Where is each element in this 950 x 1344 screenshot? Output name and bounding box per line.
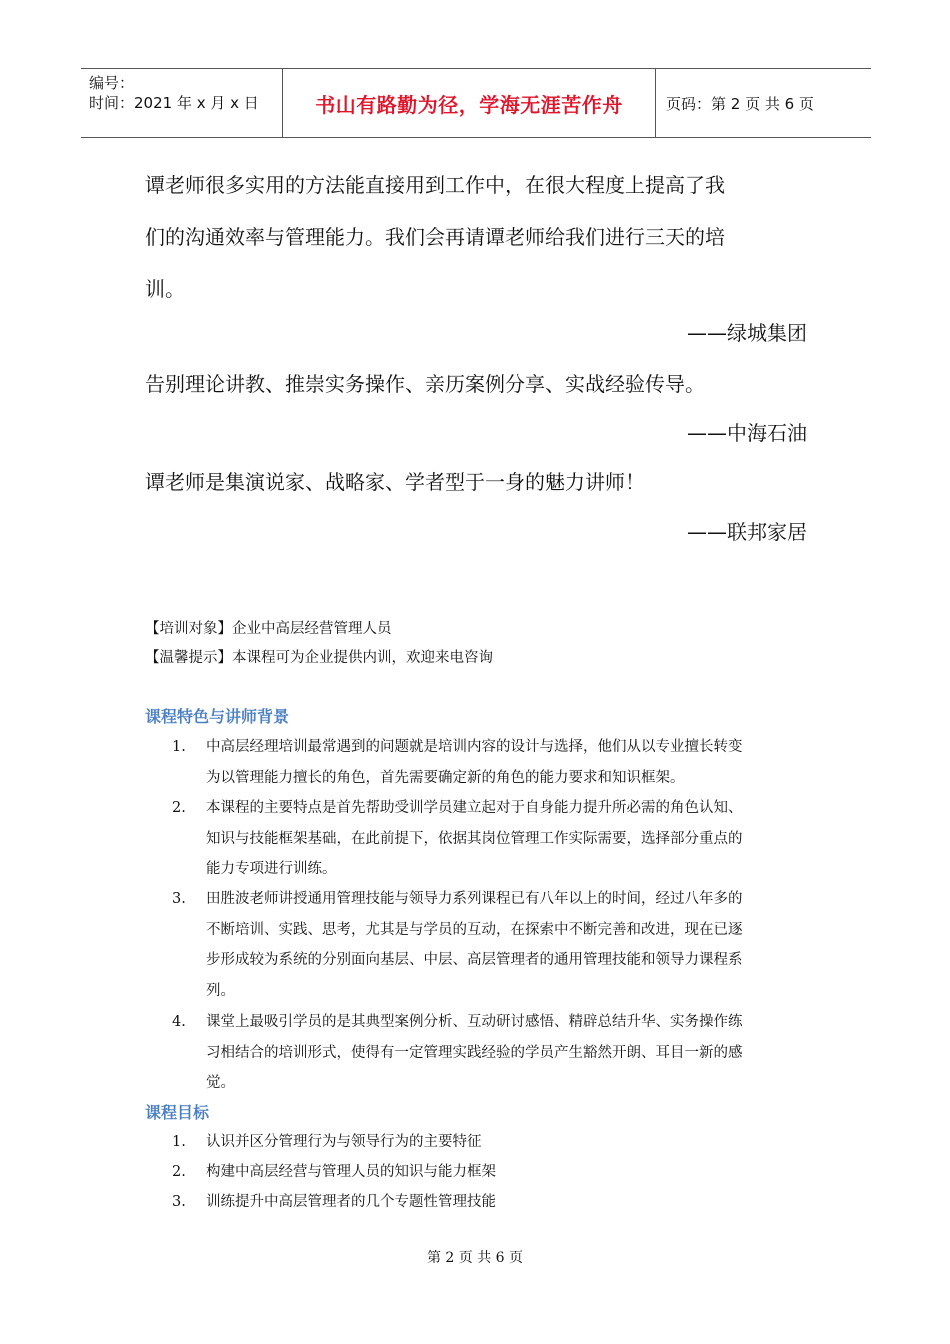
list-number: 2. xyxy=(172,800,186,816)
header-motto-cell xyxy=(282,69,656,137)
list-number: 3. xyxy=(172,1194,186,1210)
section-heading-features: 课程特色与讲师背景 xyxy=(145,707,290,726)
testimonial-2-source: ——中海石油 xyxy=(687,421,807,445)
list-line: 认识并区分管理行为与领导行为的主要特征 xyxy=(206,1134,482,1150)
list-number: 1. xyxy=(172,1134,186,1150)
list-line: 觉。 xyxy=(206,1075,235,1091)
list-line: 能力专项进行训练。 xyxy=(206,861,337,877)
testimonial-2-text xyxy=(145,358,807,410)
list-line: 本课程的主要特点是首先帮助受训学员建立起对于自身能力提升所必需的角色认知、 xyxy=(206,800,743,816)
list-item xyxy=(172,732,812,793)
list-number: 1. xyxy=(172,739,186,755)
list-line: 步形成较为系统的分别面向基层、中层、高层管理者的通用管理技能和领导力课程系 xyxy=(206,952,743,968)
list-item xyxy=(172,1007,812,1099)
testimonial-1-source: ——绿城集团 xyxy=(687,321,807,345)
list-item xyxy=(172,1157,812,1188)
list-item xyxy=(172,884,812,1006)
testimonial-line: 告别理论讲教、推崇实务操作、亲历案例分享、实战经验传导。 xyxy=(145,372,705,396)
testimonial-line: 们的沟通效率与管理能力。我们会再请谭老师给我们进行三天的培 xyxy=(145,225,725,249)
testimonial-1-text xyxy=(145,159,807,315)
testimonial-3-source: ——联邦家居 xyxy=(687,520,807,544)
list-line: 知识与技能框架基础，在此前提下，依据其岗位管理工作实际需要，选择部分重点的 xyxy=(206,830,743,847)
list-line: 不断培训、实践、思考，尤其是与学员的互动，在探索中不断完善和改进，现在已逐 xyxy=(206,921,743,938)
list-item xyxy=(172,1187,812,1218)
header-left-cell xyxy=(81,69,282,137)
doc-code-label: 编号： xyxy=(89,74,135,92)
list-line: 田胜波老师讲授通用管理技能与领导力系列课程已有八年以上的时间，经过八年多的 xyxy=(206,891,743,907)
warm-tip: 【温馨提示】本课程可为企业提供内训，欢迎来电咨询 xyxy=(145,650,493,666)
list-line: 训练提升中高层管理者的几个专题性管理技能 xyxy=(206,1194,496,1210)
list-line: 中高层经理培训最常遇到的问题就是培训内容的设计与选择，他们从以专业擅长转变 xyxy=(206,739,743,755)
list-line: 列。 xyxy=(206,982,235,999)
header-page-info-cell xyxy=(656,69,871,137)
testimonial-line: 训。 xyxy=(145,277,185,301)
list-item xyxy=(172,1127,812,1158)
list-line: 习相结合的培训形式，使得有一定管理实践经验的学员产生豁然开朗、耳目一新的感 xyxy=(206,1044,743,1061)
header-motto: 书山有路勤为径，学海无涯苦作舟 xyxy=(315,92,623,117)
list-number: 3. xyxy=(172,891,186,907)
testimonial-line: 谭老师很多实用的方法能直接用到工作中，在很大程度上提高了我 xyxy=(145,173,725,197)
list-number: 2. xyxy=(172,1164,186,1180)
section-heading-goals: 课程目标 xyxy=(145,1103,210,1122)
list-line: 课堂上最吸引学员的是其典型案例分析、互动研讨感悟、精辟总结升华、实务操作练 xyxy=(206,1014,743,1030)
training-target: 【培训对象】企业中高层经营管理人员 xyxy=(145,621,392,637)
list-number: 4. xyxy=(172,1014,186,1030)
list-item xyxy=(172,793,812,885)
testimonial-line: 谭老师是集演说家、战略家、学者型于一身的魅力讲师！ xyxy=(145,470,645,494)
header-page-info: 页码：第 2 页 共 6 页 xyxy=(666,94,814,113)
page-footer: 第 2 页 共 6 页 xyxy=(426,1250,524,1266)
page-header xyxy=(81,68,871,138)
doc-time-label: 时间：2021 年 x 月 x 日 xyxy=(89,94,259,112)
list-line: 构建中高层经营与管理人员的知识与能力框架 xyxy=(206,1164,496,1180)
testimonial-3-text xyxy=(145,456,807,508)
list-line: 为以管理能力擅长的角色，首先需要确定新的角色的能力要求和知识框架。 xyxy=(206,769,685,786)
